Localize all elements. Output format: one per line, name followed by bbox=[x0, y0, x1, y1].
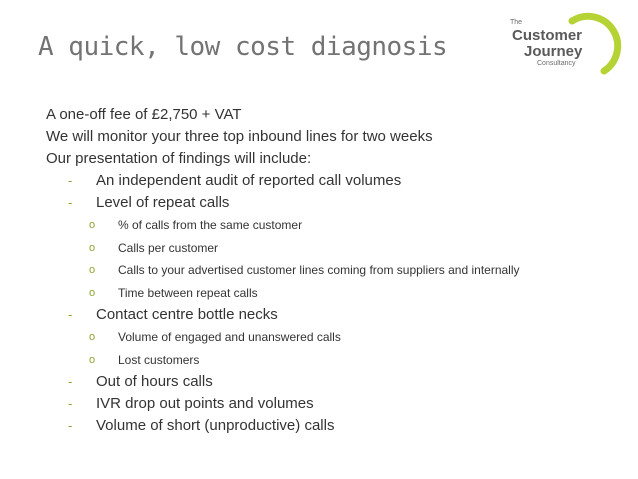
list-item-text: Volume of engaged and unanswered calls bbox=[118, 330, 341, 344]
slide-title: A quick, low cost diagnosis bbox=[38, 32, 448, 62]
dash-bullet-icon: - bbox=[68, 418, 73, 433]
list-item-text: A one-off fee of £2,750 + VAT bbox=[46, 106, 242, 123]
list-item-text: % of calls from the same customer bbox=[118, 218, 303, 232]
list-item-text: An independent audit of reported call volumes bbox=[96, 172, 402, 189]
circle-bullet-icon: o bbox=[89, 331, 96, 343]
list-item-text: IVR drop out points and volumes bbox=[96, 395, 314, 412]
company-logo bbox=[500, 5, 635, 75]
list-item-text: Volume of short (unproductive) calls bbox=[96, 417, 335, 434]
list-item bbox=[46, 126, 631, 148]
list-item-text: Our presentation of findings will include: bbox=[46, 150, 312, 167]
logo-the-text: The bbox=[510, 19, 523, 26]
logo-customer-text: Customer bbox=[512, 27, 583, 44]
list-item bbox=[46, 237, 631, 260]
list-item bbox=[46, 282, 631, 305]
dash-bullet-icon: - bbox=[68, 195, 73, 210]
list-item bbox=[46, 148, 631, 170]
list-item-text: Level of repeat calls bbox=[96, 194, 230, 211]
list-item-text: Contact centre bottle necks bbox=[96, 306, 278, 323]
list-item bbox=[46, 104, 631, 126]
bullet-list bbox=[46, 104, 631, 437]
dash-bullet-icon: - bbox=[68, 396, 73, 411]
list-item-text: Time between repeat calls bbox=[118, 285, 258, 300]
list-item-text: We will monitor your three top inbound lines for two weeks bbox=[46, 128, 433, 145]
circle-bullet-icon: o bbox=[89, 241, 96, 254]
list-item bbox=[46, 214, 631, 237]
list-item bbox=[46, 415, 631, 437]
circle-bullet-icon: o bbox=[89, 286, 96, 299]
list-item bbox=[46, 326, 631, 349]
list-item-text: Out of hours calls bbox=[96, 373, 213, 390]
list-item-text: Calls per customer bbox=[118, 240, 219, 255]
list-item bbox=[46, 259, 631, 282]
list-item-text: Calls to your advertised customer lines coming from suppliers and internally bbox=[118, 263, 520, 277]
list-item bbox=[46, 371, 631, 393]
list-item bbox=[46, 170, 631, 192]
dash-bullet-icon: - bbox=[68, 173, 73, 188]
list-item-text: Lost customers bbox=[118, 352, 200, 367]
dash-bullet-icon: - bbox=[68, 374, 73, 389]
circle-bullet-icon: o bbox=[89, 264, 96, 276]
list-item bbox=[46, 304, 631, 326]
list-item bbox=[46, 349, 631, 372]
list-item bbox=[46, 192, 631, 214]
circle-bullet-icon: o bbox=[89, 353, 96, 366]
logo-consultancy-text: Consultancy bbox=[537, 60, 576, 67]
logo-journey-text: Journey bbox=[524, 43, 583, 60]
circle-bullet-icon: o bbox=[89, 219, 96, 231]
dash-bullet-icon: - bbox=[68, 307, 73, 322]
list-item bbox=[46, 393, 631, 415]
